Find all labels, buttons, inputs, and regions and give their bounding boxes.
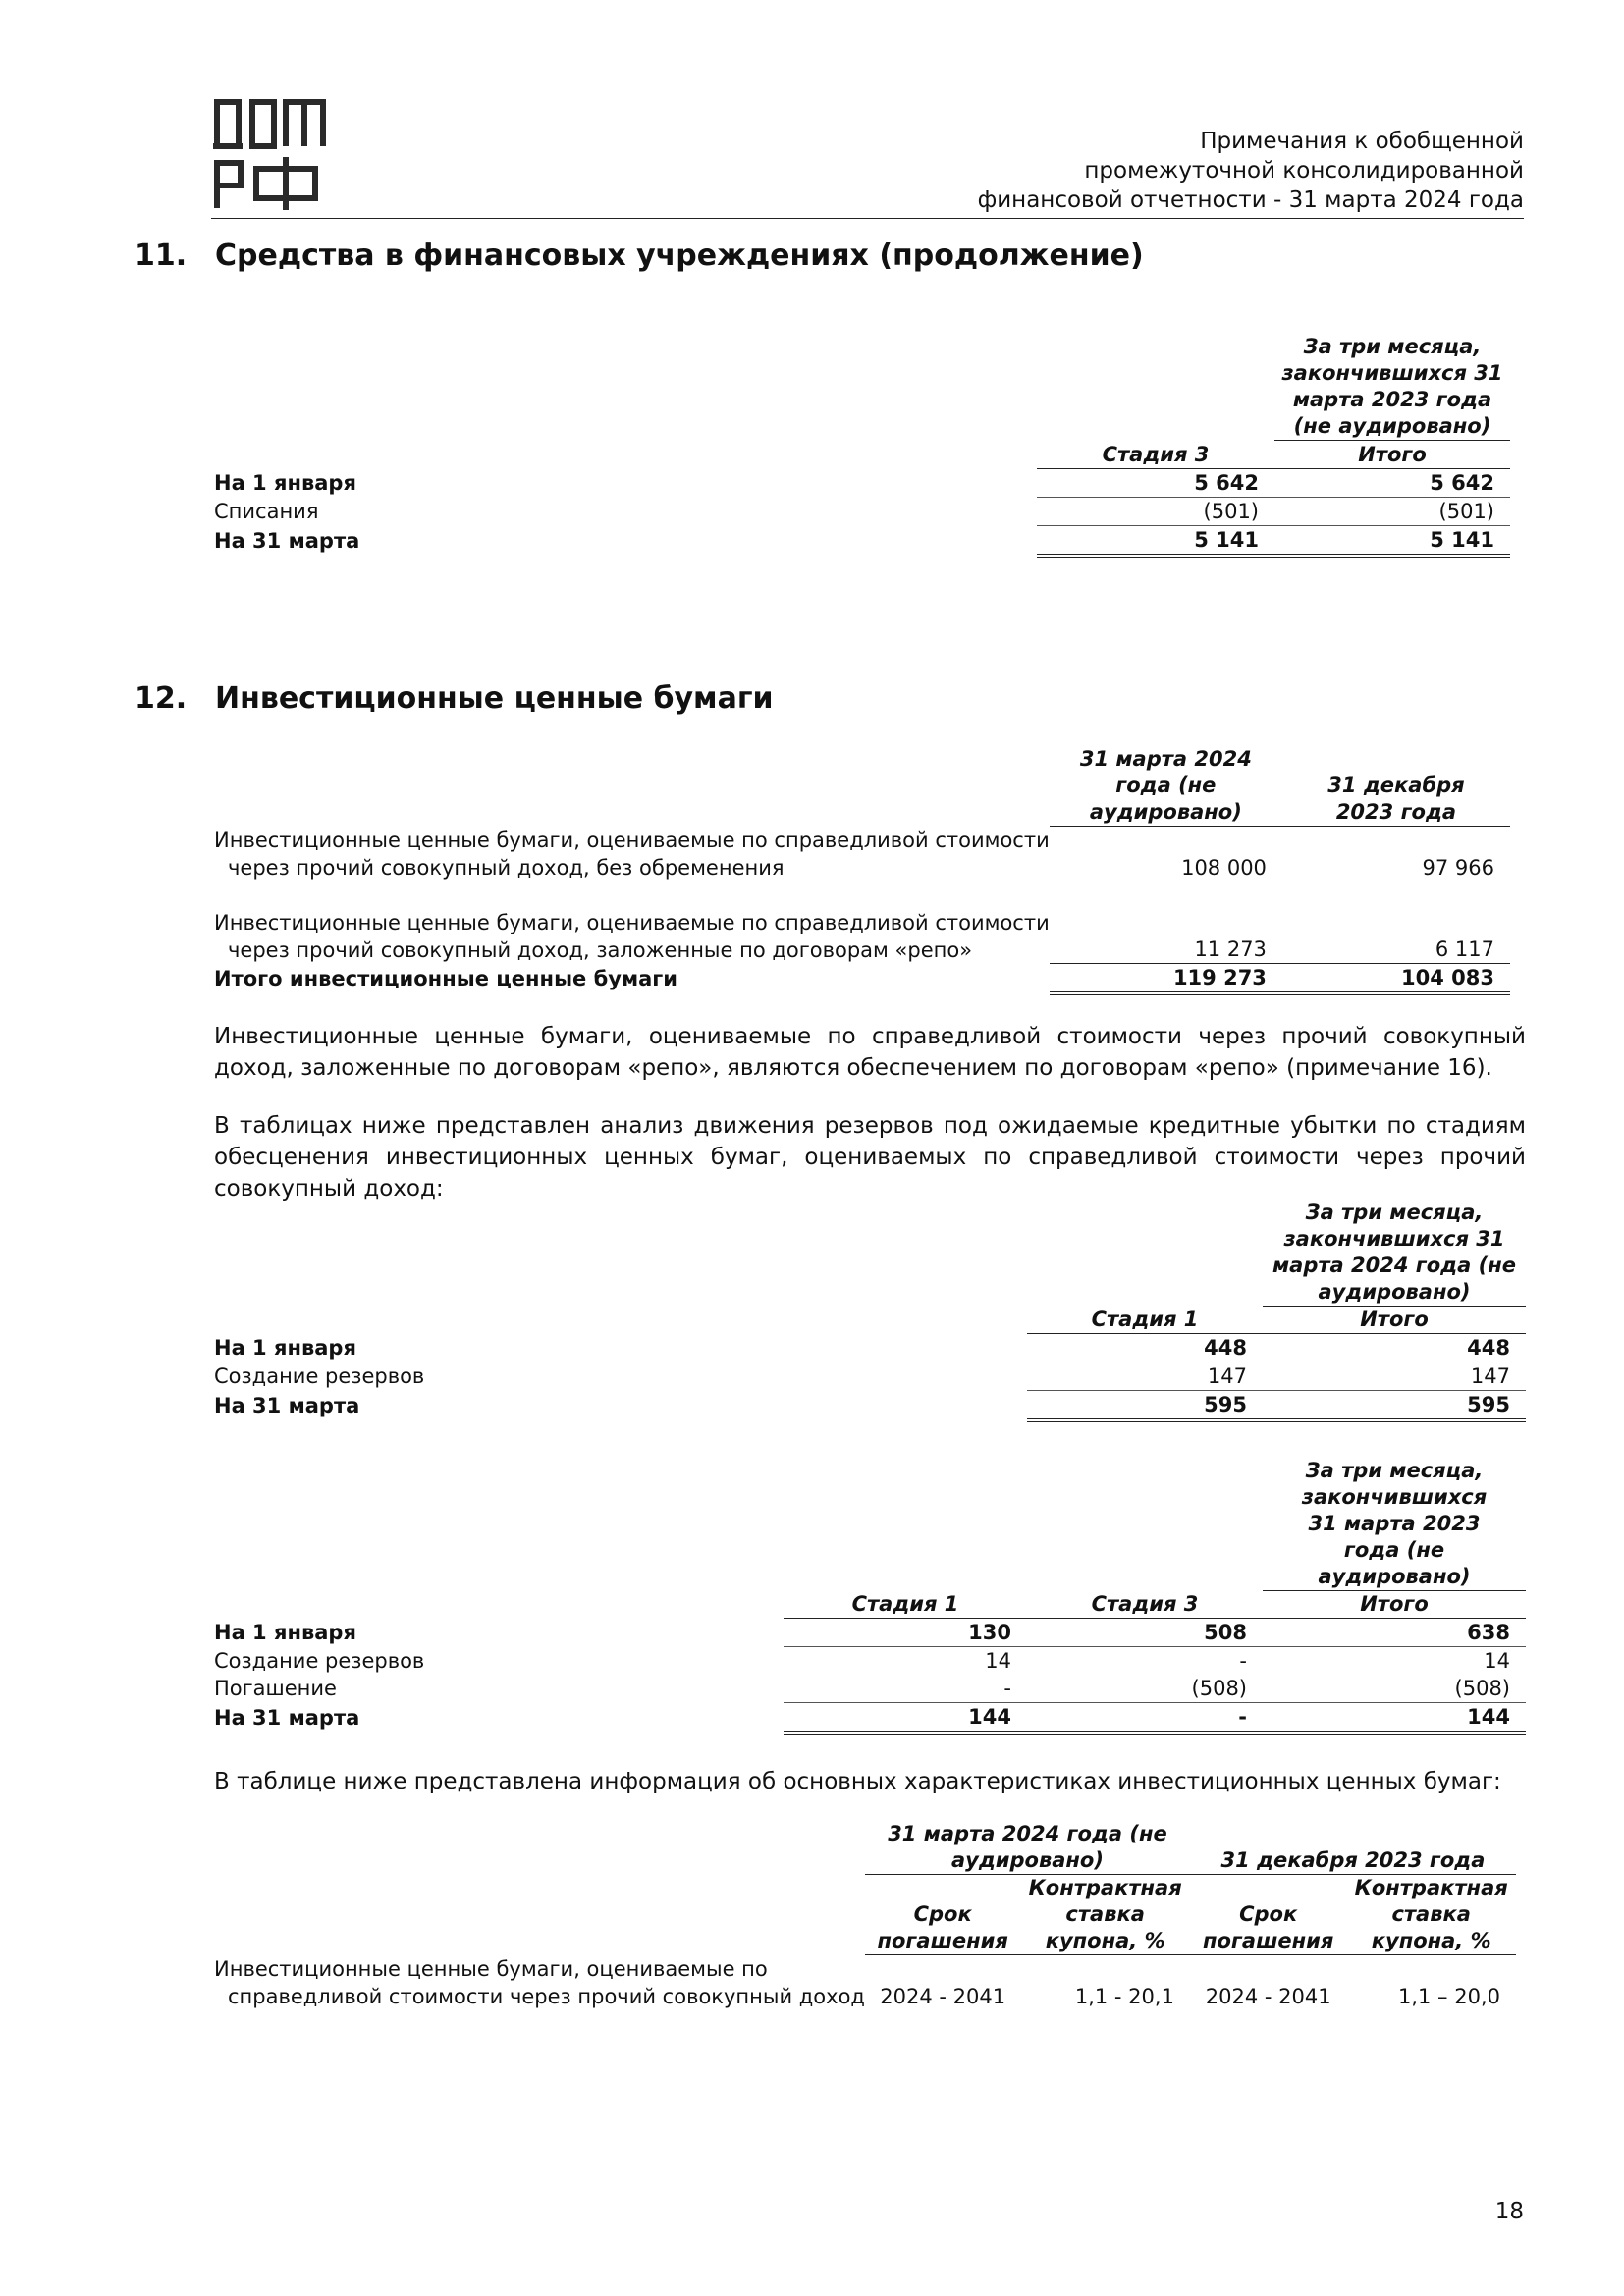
column-header: Срок погашения bbox=[1190, 1875, 1346, 1955]
document-header bbox=[978, 127, 1524, 215]
table-row: На 1 января 448 448 bbox=[214, 1334, 1526, 1362]
paragraph: Инвестиционные ценные бумаги, оцениваемые по справедливой стоимости через прочий совокупный доход, заложенные по договорам «репо», являются обеспечением по договорам «репо» (примечание 16). bbox=[214, 1024, 1526, 1081]
company-logo bbox=[211, 92, 329, 210]
page-number: 18 bbox=[1494, 2199, 1524, 2224]
column-header: Стадия 3 bbox=[1102, 443, 1210, 466]
table-row: Инвестиционные ценные бумаги, оцениваемые по справедливой стоимости через прочий совокупный доход, без обременения 108 000 97 966 bbox=[214, 828, 1494, 880]
table-row: На 1 января 5 642 5 642 bbox=[214, 469, 1510, 498]
column-group-header: За три месяца, закончившихся 31 марта 2024 года (не аудировано) Итого bbox=[1263, 1200, 1526, 1334]
column-group-header: 31 марта 2024 года (не аудировано) bbox=[865, 1821, 1190, 1875]
column-group-header: За три месяца, закончившихся 31 марта 2023 года (не аудировано) Итого bbox=[1263, 1458, 1526, 1619]
column-header: 31 декабря 2023 года bbox=[1282, 746, 1510, 827]
header-line: финансовой отчетности - 31 марта 2024 года bbox=[977, 187, 1524, 213]
section-11-title: 11. Средства в финансовых учреждениях (продолжение) bbox=[135, 239, 1144, 273]
column-group-header: 31 декабря 2023 года bbox=[1190, 1821, 1516, 1875]
table-row: Списания (501) (501) bbox=[214, 498, 1510, 526]
column-header: Стадия 1 bbox=[1091, 1308, 1199, 1331]
column-header: Контрактная ставка купона, % bbox=[1020, 1875, 1190, 1955]
table-row: На 1 января 130 508 638 bbox=[214, 1619, 1526, 1647]
table-row: Создание резервов 147 147 bbox=[214, 1362, 1526, 1391]
table-row: Инвестиционные ценные бумаги, оцениваемые по справедливой стоимости через прочий совокупный доход, заложенные по договорам «репо» 11 273 6 117 bbox=[214, 910, 1494, 962]
column-header: Срок погашения bbox=[865, 1875, 1020, 1955]
table-row: Погашение - (508) (508) bbox=[214, 1677, 1510, 1701]
section-12-title: 12. Инвестиционные ценные бумаги bbox=[135, 681, 774, 716]
table-row: Создание резервов 14 - 14 bbox=[214, 1647, 1526, 1676]
header-line: Примечания к обобщенной bbox=[1200, 129, 1524, 154]
column-header: 31 марта 2024 года (не аудировано) bbox=[1050, 746, 1282, 827]
paragraph: В таблицах ниже представлен анализ движения резервов под ожидаемые кредитные убытки по стадиям обесценения инвестиционных ценных бумаг, оцениваемых по справедливой стоимости через прочий совокупный доход: bbox=[214, 1113, 1526, 1201]
table-total-row: Итого инвестиционные ценные бумаги 119 273 104 083 bbox=[214, 964, 1510, 994]
header-line: промежуточной консолидированной bbox=[1084, 158, 1524, 184]
securities-characteristics-table bbox=[214, 1821, 1516, 2010]
table-row: На 31 марта 5 141 5 141 bbox=[214, 526, 1510, 557]
header-divider bbox=[211, 218, 1524, 219]
column-header: Стадия 1 bbox=[851, 1592, 959, 1616]
paragraph: В таблице ниже представлена информация об основных характеристиках инвестиционных ценных бумаг: bbox=[214, 1769, 1501, 1794]
allowance-table-2023 bbox=[214, 1458, 1526, 1735]
column-header: Контрактная ставка купона, % bbox=[1346, 1875, 1516, 1955]
table-row: На 31 марта 595 595 bbox=[214, 1391, 1526, 1421]
column-header: Итого bbox=[1358, 443, 1427, 466]
section-11-table bbox=[214, 334, 1510, 558]
table-row: На 31 марта 144 - 144 bbox=[214, 1703, 1526, 1734]
column-group-header: За три месяца, закончившихся 31 марта 2023 года (не аудировано) bbox=[1274, 334, 1510, 441]
allowance-table-2024 bbox=[214, 1200, 1526, 1422]
column-header: Стадия 3 bbox=[1091, 1592, 1199, 1616]
securities-table bbox=[214, 746, 1510, 995]
table-row: Инвестиционные ценные бумаги, оцениваемые по справедливой стоимости через прочий совокупный доход 2024 - 2041 1,1 - 20,1 2024 - 2041 1,1 – 20,0 bbox=[214, 1956, 1500, 2008]
